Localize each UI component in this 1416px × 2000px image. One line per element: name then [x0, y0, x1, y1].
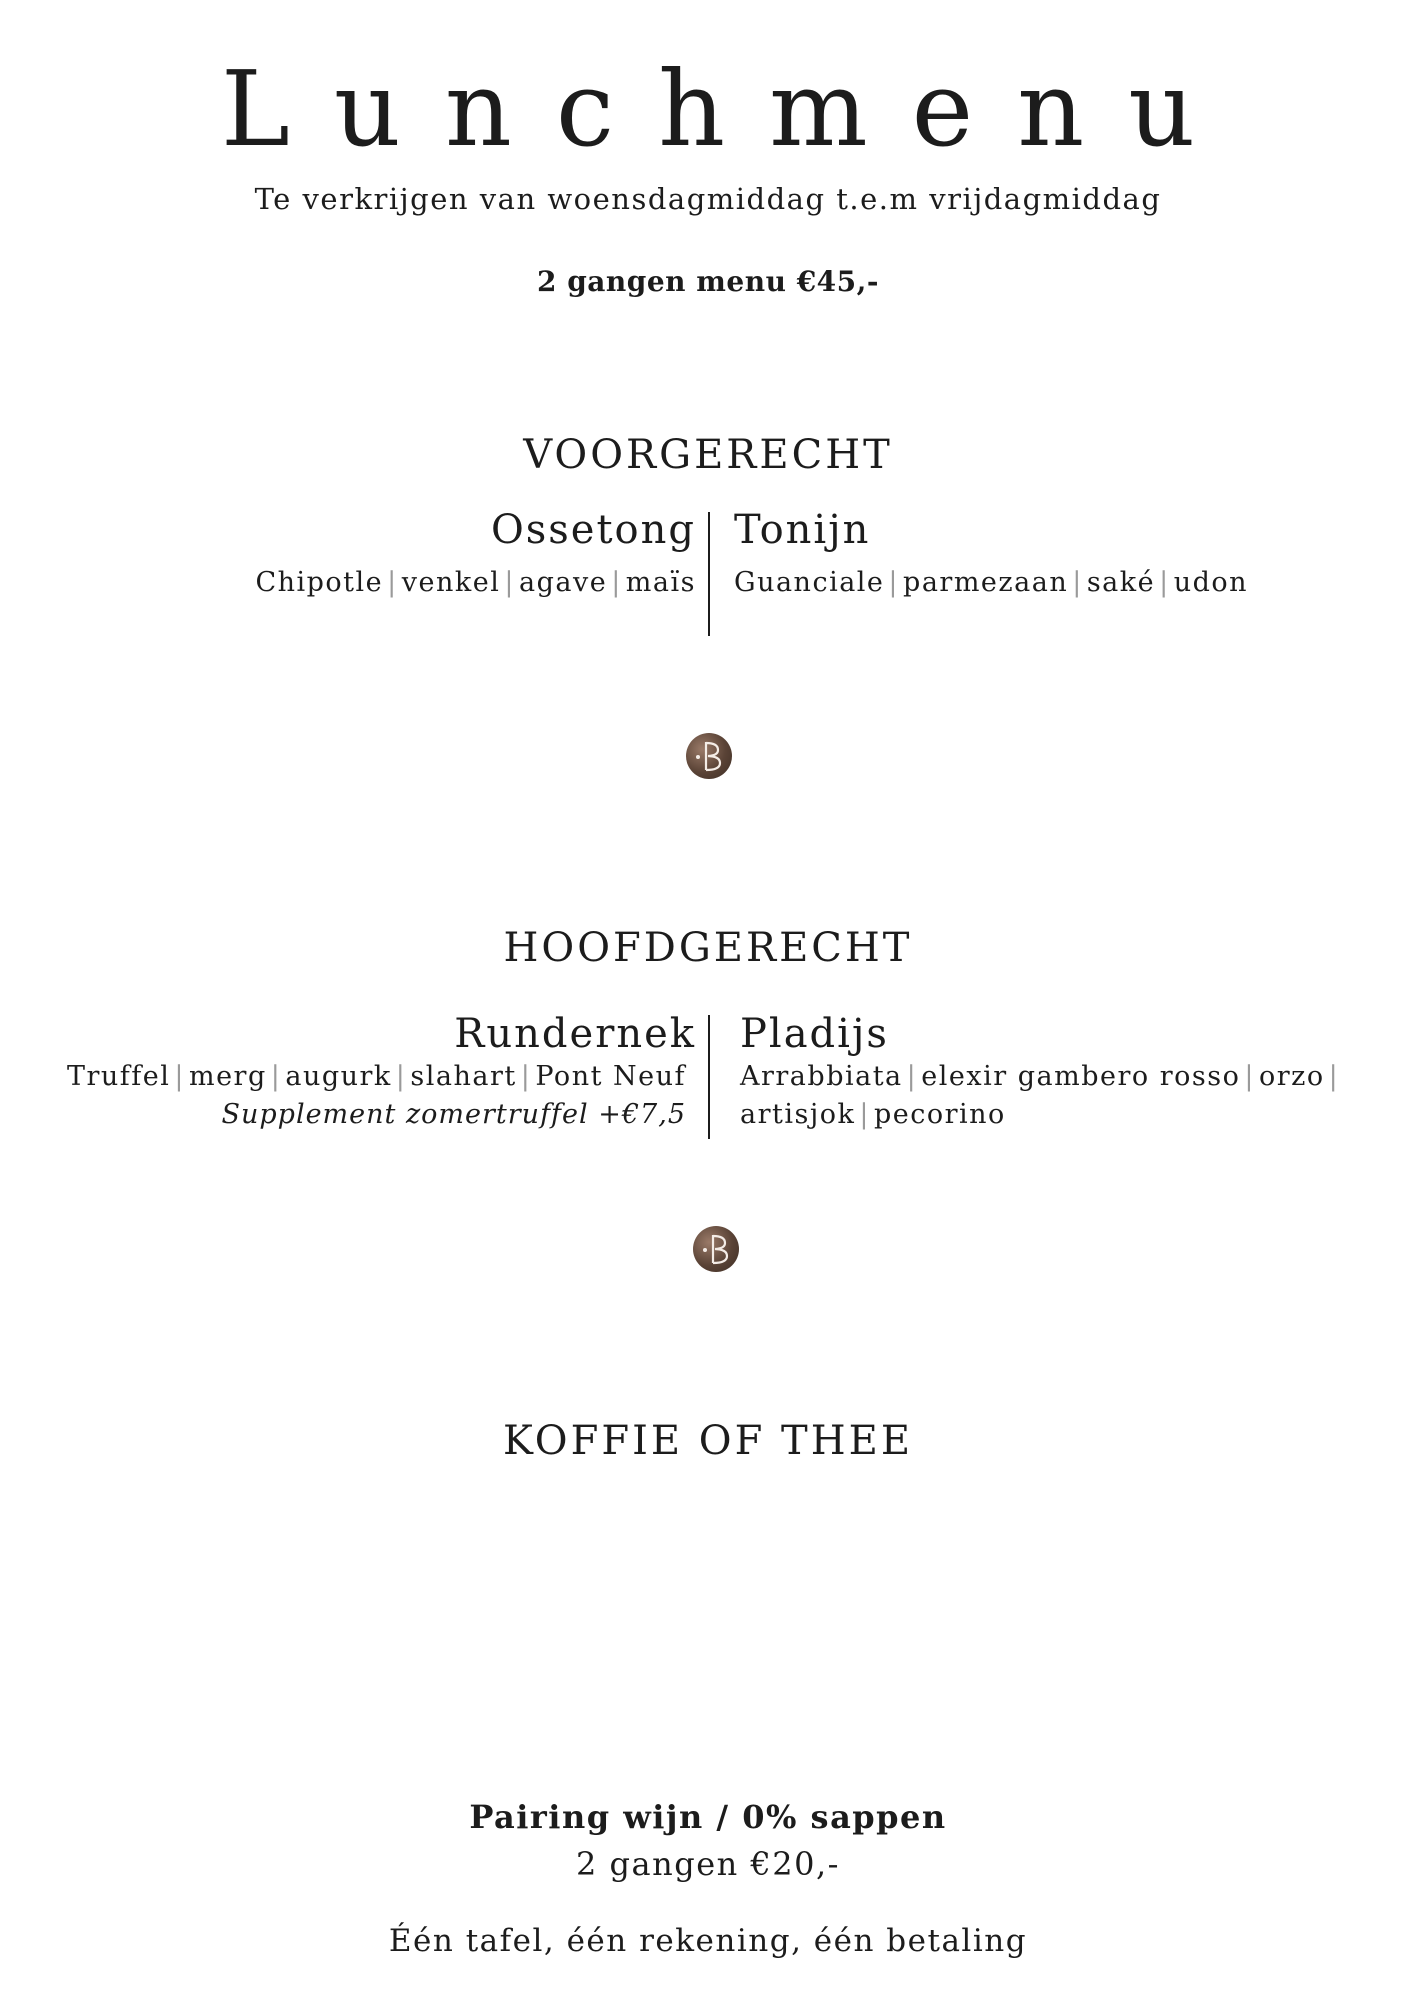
dish-ingredients: Chipotle | venkel | agave | maïs — [255, 567, 696, 598]
dish-name: Tonijn — [734, 507, 871, 553]
dish-ingredients: Arrabbiata | elexir gambero rosso | orzo | — [740, 1061, 1340, 1092]
voorgerecht-heading: VOORGERECHT — [523, 432, 893, 478]
dish-ingredients-line2: artisjok | pecorino — [740, 1099, 1006, 1130]
dish-ingredients: Guanciale | parmezaan | saké | udon — [734, 567, 1249, 598]
availability-subtitle: Te verkrijgen van woensdagmiddag t.e.m vrijdagmiddag — [254, 182, 1162, 216]
hoofdgerecht-right-dish — [740, 1012, 1343, 1134]
column-divider — [708, 1015, 710, 1139]
restaurant-logo-icon — [693, 1226, 739, 1272]
hoofdgerecht-heading: HOOFDGERECHT — [503, 925, 913, 971]
voorgerecht-left-dish — [255, 508, 696, 602]
pairing-title: Pairing wijn / 0% sappen — [469, 1798, 947, 1836]
dish-name: Rundernek — [454, 1011, 696, 1057]
column-divider — [708, 512, 710, 636]
menu-price: 2 gangen menu €45,- — [536, 265, 880, 298]
dish-name: Pladijs — [740, 1011, 889, 1057]
hoofdgerecht-left-dish — [67, 1012, 696, 1134]
footer-note: Één tafel, één rekening, één betaling — [388, 1923, 1028, 1959]
page-title: Lunchmenu — [220, 48, 1240, 170]
restaurant-logo-icon — [686, 733, 732, 779]
koffie-heading: KOFFIE OF THEE — [502, 1418, 914, 1464]
voorgerecht-right-dish — [734, 508, 1248, 602]
supplement-note: Supplement zomertruffel +€7,5 — [221, 1099, 686, 1130]
pairing-price: 2 gangen €20,- — [576, 1845, 840, 1883]
dish-ingredients: Truffel | merg | augurk | slahart | Pont Neuf — [66, 1061, 686, 1092]
dish-name: Ossetong — [490, 507, 696, 553]
